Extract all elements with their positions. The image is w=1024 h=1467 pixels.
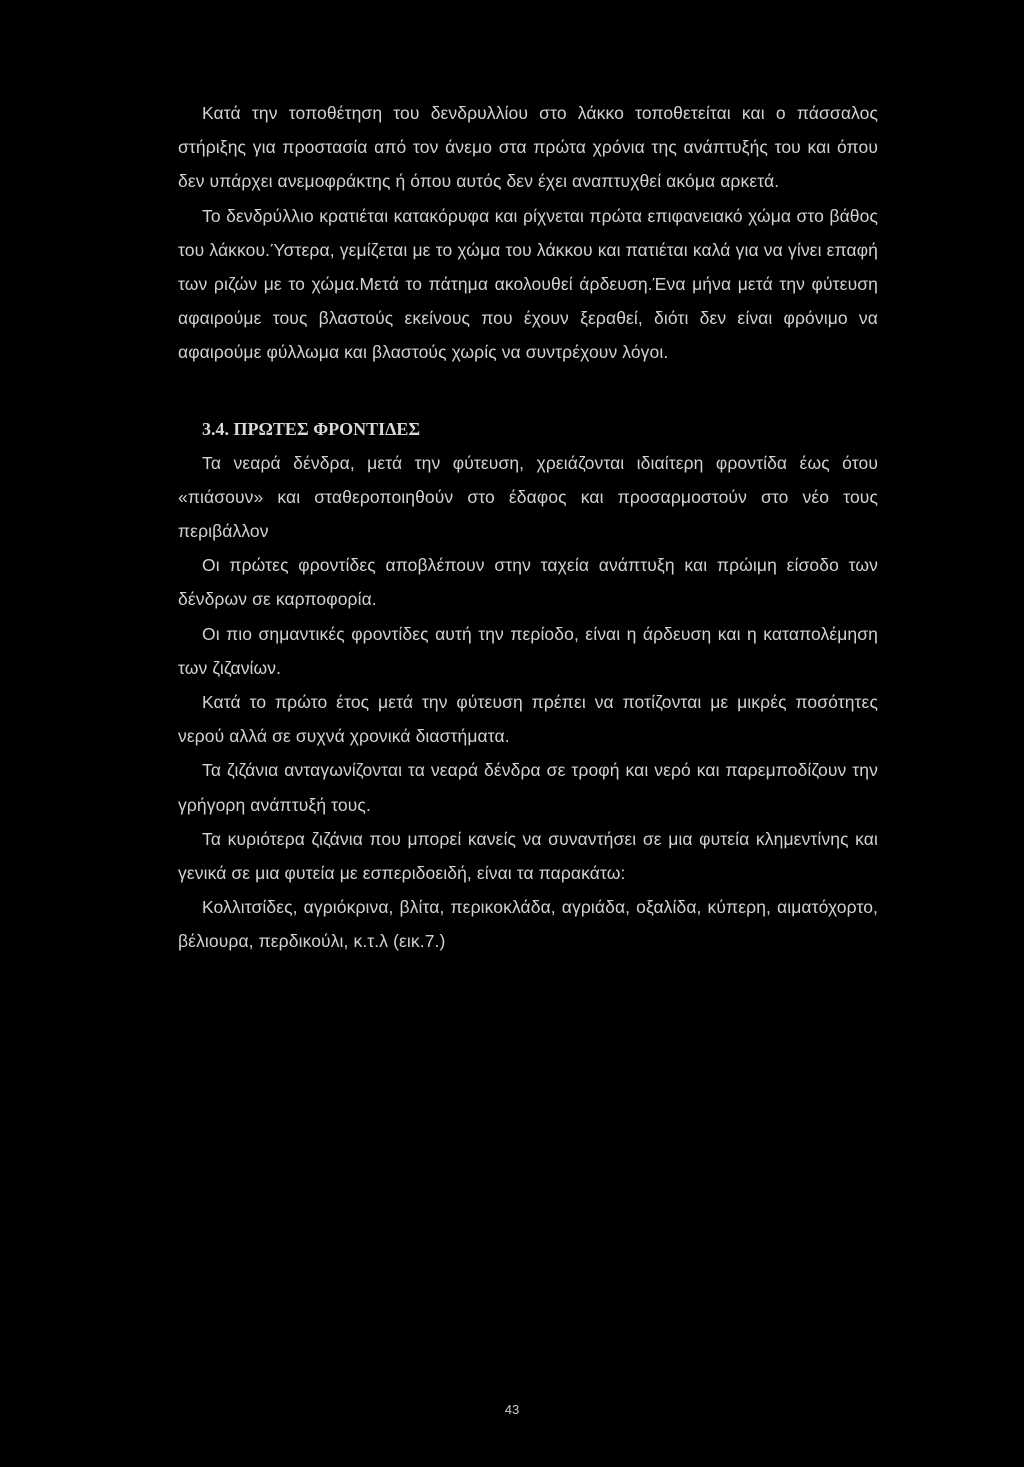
paragraph-young-trees-care: Τα νεαρά δένδρα, μετά την φύτευση, χρειάζονται ιδιαίτερη φροντίδα έως ότου «πιάσουν» και σταθεροποιηθούν στο έδαφος και προσαρμοστούν στο νέο τους περιβάλλον [178, 452, 878, 542]
paragraph-stake-placement: Κατά την τοποθέτηση του δενδρυλλίου στο λάκκο τοποθετείται και ο πάσσαλος στήριξης για προστασία από τον άνεμο στα πρώτα χρόνια της ανάπτυξής του και όπου δεν υπάρχει ανεμοφράκτης ή όπου αυτός δεν έχει αναπτυχθεί ακόμα αρκετά. [178, 103, 878, 192]
page-number: 43 [504, 1402, 520, 1417]
paragraph-weed-list: Κολλιτσίδες, αγριόκρινα, βλίτα, περικοκλάδα, αγριάδα, οξαλίδα, κύπερη, αιματόχορτο, βέλιουρα, περδικούλι, κ.τ.λ (εικ.7.) [178, 897, 878, 952]
paragraph-main-weeds: Τα κυριότερα ζιζάνια που μπορεί κανείς να συναντήσει σε μια φυτεία κλημεντίνης και γενικά σε μια φυτεία με εσπεριδοειδή, είναι τα παρακάτω: [178, 828, 878, 884]
document-page [178, 96, 878, 959]
paragraph-first-care-goals: Οι πρώτες φροντίδες αποβλέπουν στην ταχεία ανάπτυξη και πρώιμη είσοδο των δένδρων σε καρποφορία. [178, 555, 878, 610]
section-spacer [178, 370, 878, 412]
paragraph-watering: Κατά το πρώτο έτος μετά την φύτευση πρέπει να ποτίζονται με μικρές ποσότητες νερού αλλά σε συχνά χρονικά διαστήματα. [178, 692, 878, 747]
paragraph-important-care: Οι πιο σημαντικές φροντίδες αυτή την περίοδο, είναι η άρδευση και η καταπολέμηση των ζιζανίων. [178, 623, 878, 678]
paragraph-planting-steps: Το δενδρύλλιο κρατιέται κατακόρυφα και ρίχνεται πρώτα επιφανειακό χώμα στο βάθος του λάκκου.Ύστερα, γεμίζεται με το χώμα του λάκκου και πατιέται καλά για να γίνει επαφή των ριζών με το χώμα.Μετά το πάτημα ακολουθεί άρδευση.Ένα μήνα μετά την φύτευση αφαιρούμε τους βλαστούς εκείνους που έχουν ξεραθεί, διότι δεν είναι φρόνιμο να αφαιρούμε φύλλωμα και βλαστούς χωρίς να συντρέχουν λόγοι. [178, 205, 878, 363]
section-heading: 3.4. ΠΡΩΤΕΣ ΦΡΟΝΤΙΔΕΣ [202, 418, 421, 439]
paragraph-weeds-competition: Τα ζιζάνια ανταγωνίζονται τα νεαρά δένδρα σε τροφή και νερό και παρεμποδίζουν την γρήγορη ανάπτυξή τους. [178, 760, 878, 815]
